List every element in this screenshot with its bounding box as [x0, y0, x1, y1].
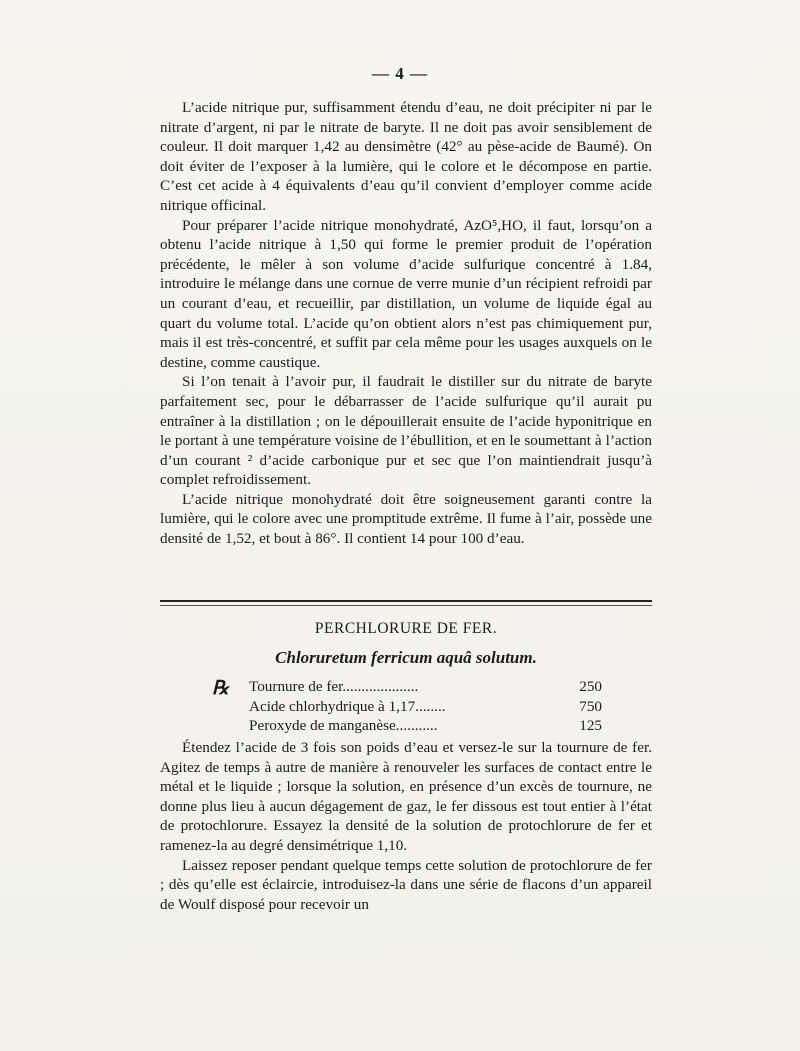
recipe-item-qty: 250: [579, 678, 602, 695]
section-divider: [160, 600, 652, 602]
recipe-item-name: Peroxyde de manganèse...........: [249, 717, 438, 734]
recipe-item: [212, 716, 602, 736]
paragraph: Laissez reposer pendant quelque temps cette solution de protochlorure de fer ; dès qu’elle est éclaircie, introduisez-la dans une série de flacons d’un appareil de Woulf disposé pour recevoir un: [160, 856, 652, 913]
recipe-item: [212, 697, 602, 717]
section-title: PERCHLORURE DE FER.: [314, 620, 498, 637]
recipe-list: [212, 677, 602, 736]
recipe-item-name: Acide chlorhydrique à 1,17........: [249, 697, 446, 715]
intro-text: [160, 98, 652, 549]
recipe-item: [212, 677, 602, 697]
paragraph: L’acide nitrique pur, suffisamment étendu d’eau, ne doit précipiter ni par le nitrate d’argent, ni par le nitrate de baryte. Il ne doit pas avoir sensiblement de couleur. Il doit marquer 1,42 au densimètre (42° au pèse-acide de Baumé). On doit éviter de l’exposer à la lumière, qui le colore et le décompose en partie. C’est cet acide à 4 équivalents d’eau qu’il convient d’employer comme acide nitrique officinal.: [160, 99, 652, 214]
recipe-item-qty: 125: [579, 717, 602, 734]
recipe-item-qty: 750: [579, 697, 602, 715]
recipe-sign: ℞: [212, 678, 230, 699]
section-text: [160, 738, 652, 914]
recipe-item-name: Tournure de fer....................: [249, 678, 419, 695]
paragraph: Étendez l’acide de 3 fois son poids d’eau et versez-le sur la tournure de fer. Agitez de temps à autre de manière à renouveler les surfaces de contact entre le métal et le liquide ; lorsque la solution, en présence d’un excès de tournure, ne donne plus lieu à aucun dégagement de gaz, le fer dissous est tout entier à l’état de protochlorure. Essayez la densité de la solution de protochlorure de fer et ramenez-la au degré densimétrique 1,10.: [160, 739, 652, 854]
section-subtitle: Chloruretum ferricum aquâ solutum.: [275, 648, 537, 667]
paragraph: Si l’on tenait à l’avoir pur, il faudrait le distiller sur du nitrate de baryte parfaitement sec, pour le débarrasser de l’acide sulfurique qu’il aurait pu entraîner à la distillation ; on le dépouillerait ensuite de l’acide hyponitrique en le portant à une température voisine de l’ébullition, et en le soumettant à l’action d’un courant ² d’acide carbonique pur et sec que l’on maintiendrait jusqu’à complet refroidissement.: [160, 373, 652, 489]
paragraph: L’acide nitrique monohydraté doit être soigneusement garanti contre la lumière, qui le colore avec une promptitude extrême. Il fume à l’air, possède une densité de 1,52, et bout à 86°. Il contient 14 pour 100 d’eau.: [160, 490, 652, 548]
paragraph: Pour préparer l’acide nitrique monohydraté, AzO⁵,HO, il faut, lorsqu’on a obtenu l’acide nitrique à 1,50 qui forme le premier produit de l’opération précédente, le mêler à son volume d’acide sulfurique concentré à 1.84, introduire le mélange dans une cornue de verre munie d’un récipient refroidi par un courant d’eau, et recueillir, par distillation, un volume de liquide égal au quart du volume total. L’acide qu’on obtient alors n’est pas chimiquement pur, mais il est très-concentré, et suffit par cela même pour les usages auxquels on le destine, comme caustique.: [160, 216, 652, 371]
section-divider-thin: [160, 605, 652, 606]
page-number: — 4 —: [372, 64, 428, 83]
